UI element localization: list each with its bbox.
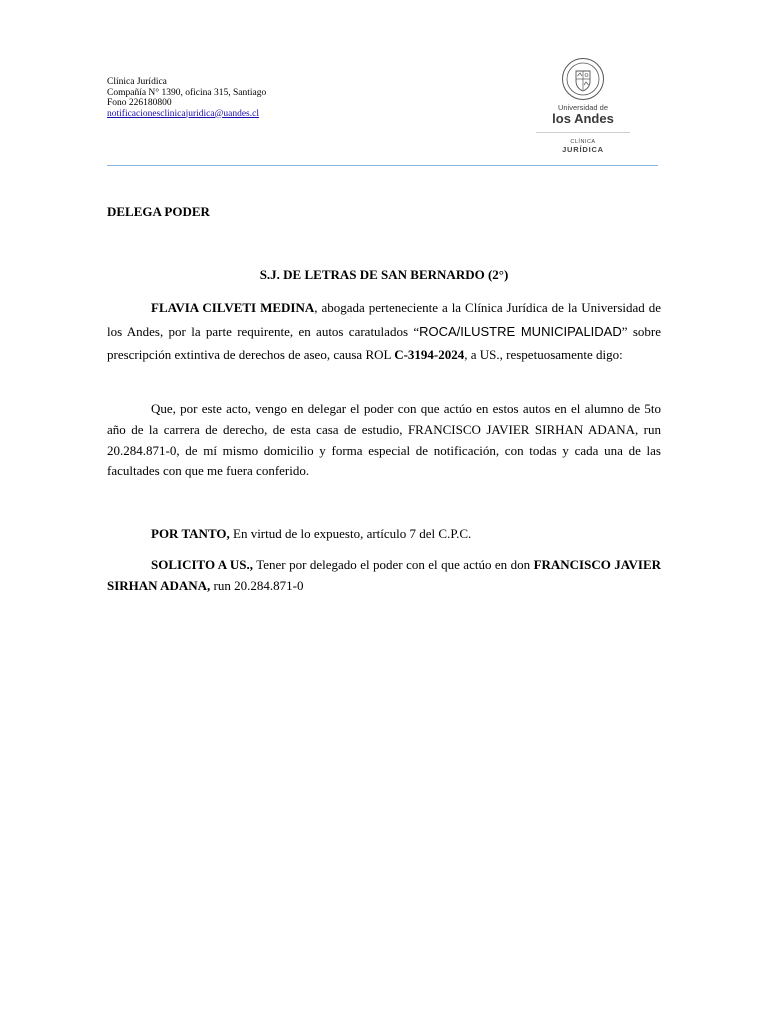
letterhead-contact — [107, 77, 266, 119]
por-tanto-label: POR TANTO, — [151, 526, 230, 541]
logo-clinic-name: JURÍDICA — [562, 145, 604, 154]
university-logo — [536, 57, 630, 159]
paragraph-delegation: Que, por este acto, vengo en delegar el poder con que actúo en estos autos en el alumno de 5to año de la carrera de derecho, de esta casa de estudio, FRANCISCO JAVIER SIRHAN ADANA, run 20.284.871-0, de mí mismo domicilio y forma especial de notificación, con todas y cada una de las facultades con que me fuera conferido. — [107, 401, 661, 479]
appearance-text-a: , abogada perteneciente a la Clínica Jurídica de la Universidad de los Andes, por la parte requirente, en autos caratulados “ — [107, 300, 661, 339]
logo-university-small: Universidad de — [557, 103, 609, 112]
attorney-name: FLAVIA CILVETI MEDINA — [151, 300, 315, 315]
solicito-label: SOLICITO A US., — [151, 557, 254, 572]
document-title: DELEGA PODER — [107, 204, 210, 219]
clinic-address: Compañía N° 1390, oficina 315, Santiago — [107, 87, 267, 98]
clinic-phone: Fono 226180800 — [107, 98, 172, 108]
appearance-text-b: ” sobre prescripción extintiva de derechos de aseo, causa ROL — [107, 323, 661, 362]
delegate-name: FRANCISCO JAVIER SIRHAN ADANA, — [107, 557, 662, 593]
case-title: ROCA/ILUSTRE MUNICIPALIDAD — [419, 323, 622, 339]
court-heading: S.J. DE LETRAS DE SAN BERNARDO (2°) — [259, 267, 509, 282]
logo-divider — [536, 132, 630, 133]
university-seal-icon — [561, 57, 605, 101]
header-rule — [107, 165, 658, 166]
clinic-email-link[interactable]: notificacionesclinicajuridica@uandes.cl — [107, 108, 259, 119]
delegate-run: run 20.284.871-0 — [210, 577, 304, 593]
solicito-text: Tener por delegado el poder con el que actúo en don — [253, 557, 534, 572]
clinic-name: Clínica Jurídica — [107, 77, 167, 87]
paragraph-solicito — [107, 555, 661, 597]
paragraph-appearance — [107, 296, 661, 367]
por-tanto-text: En virtud de lo expuesto, artículo 7 del C.P.C. — [229, 526, 472, 541]
paragraph-por-tanto — [107, 524, 661, 545]
case-rol: C-3194-2024 — [394, 347, 465, 362]
logo-clinic-small: CLÍNICA — [570, 139, 596, 145]
appearance-text-c: , a US., respetuosamente digo: — [464, 347, 623, 362]
logo-university-name: los Andes — [552, 111, 614, 126]
